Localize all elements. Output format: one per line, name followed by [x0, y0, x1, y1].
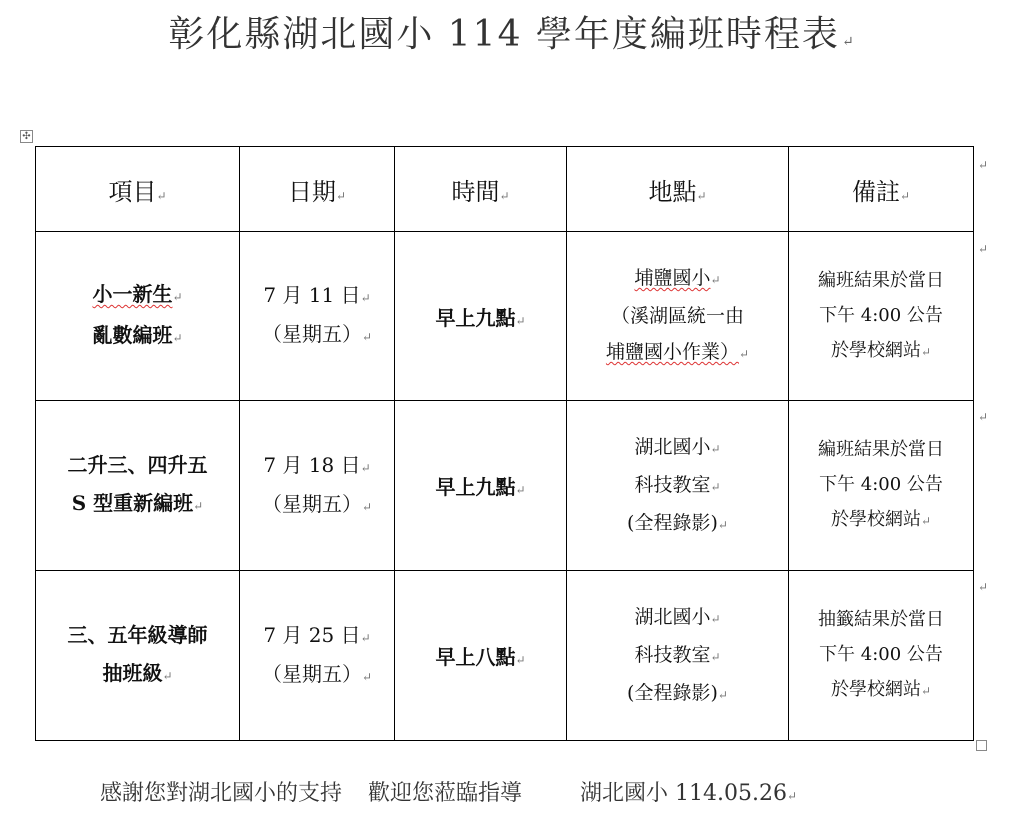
table-row [36, 232, 974, 401]
header-place: 地點↵ [567, 147, 789, 232]
footer-thanks: 感謝您對湖北國小的支持 [100, 781, 343, 806]
table-row [36, 401, 974, 571]
header-note: 備註↵ [789, 147, 974, 232]
table-row [36, 571, 974, 741]
date-cell: 7 月 18 日↵ （星期五）↵ [240, 401, 395, 571]
table-header-row [36, 147, 974, 232]
date-cell: 7 月 25 日↵ （星期五）↵ [240, 571, 395, 741]
table-resize-handle-icon[interactable] [976, 740, 987, 751]
page-title: 彰化縣湖北國小 114 學年度編班時程表 ↵ [168, 14, 856, 55]
end-of-row-mark-icon: ↵ [978, 242, 989, 256]
time-cell: 早上九點↵ [395, 401, 567, 571]
footer-line [100, 776, 797, 807]
date-cell: 7 月 11 日↵ （星期五）↵ [240, 232, 395, 401]
paragraph-mark-icon: ↵ [787, 789, 798, 803]
note-cell: 抽籤結果於當日 下午 4:00 公告 於學校網站↵ [789, 571, 974, 741]
time-cell: 早上八點↵ [395, 571, 567, 741]
item-cell: 二升三、四升五 S 型重新編班↵ [36, 401, 240, 571]
table-move-handle-icon[interactable]: ✣ [20, 130, 33, 143]
header-item: 項目↵ [36, 147, 240, 232]
footer-welcome: 歡迎您蒞臨指導 [368, 781, 523, 806]
header-date: 日期↵ [240, 147, 395, 232]
footer-signature: 湖北國小 114.05.26 [580, 781, 787, 806]
place-cell: 湖北國小↵ 科技教室↵ (全程錄影)↵ [567, 571, 789, 741]
header-time: 時間↵ [395, 147, 567, 232]
item-cell: 三、五年級導師 抽班級↵ [36, 571, 240, 741]
paragraph-mark-icon: ↵ [841, 34, 856, 50]
end-of-row-mark-icon: ↵ [978, 580, 989, 594]
end-of-row-mark-icon: ↵ [978, 158, 989, 172]
note-cell: 編班結果於當日 下午 4:00 公告 於學校網站↵ [789, 401, 974, 571]
time-cell: 早上九點↵ [395, 232, 567, 401]
note-cell: 編班結果於當日 下午 4:00 公告 於學校網站↵ [789, 232, 974, 401]
place-cell: 埔鹽國小↵ （溪湖區統一由 埔鹽國小作業）↵ [567, 232, 789, 401]
item-cell: 小一新生↵ 亂數編班↵ [36, 232, 240, 401]
end-of-row-mark-icon: ↵ [978, 410, 989, 424]
schedule-table [35, 146, 974, 741]
place-cell: 湖北國小↵ 科技教室↵ (全程錄影)↵ [567, 401, 789, 571]
